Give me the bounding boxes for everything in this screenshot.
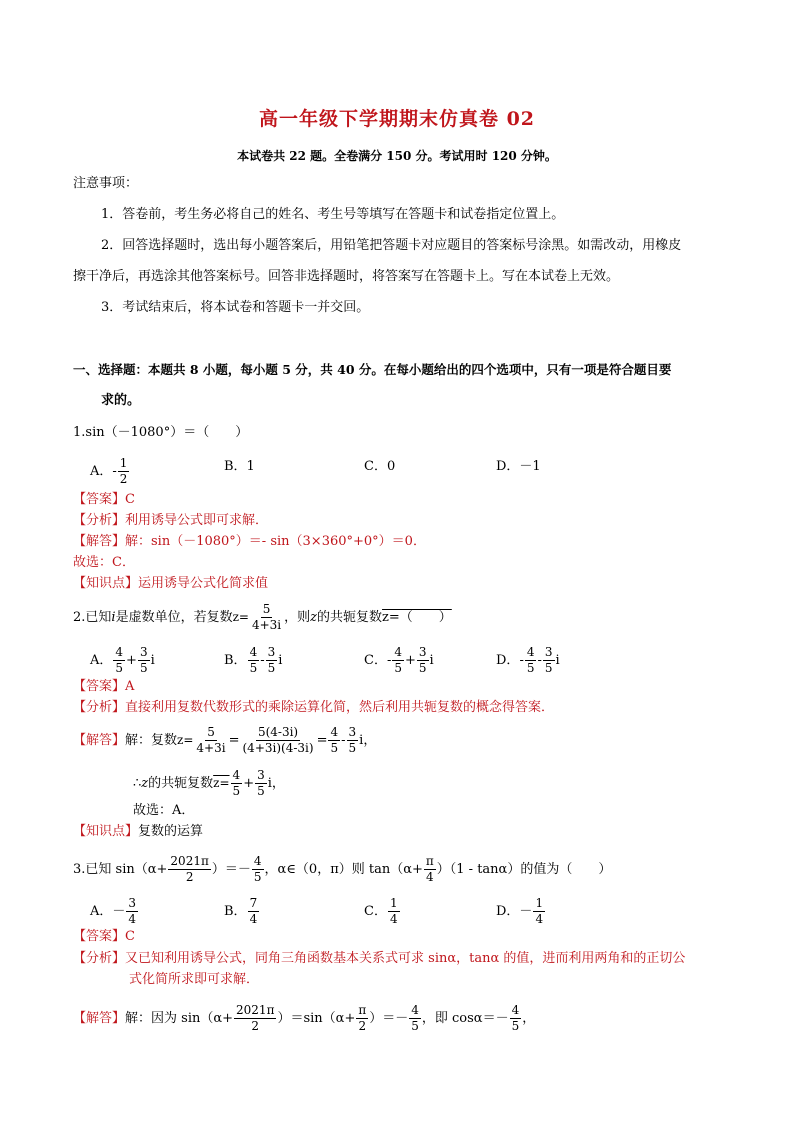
fraction [510,1003,522,1034]
q3-analysis [73,950,685,968]
numerator: 3 [267,645,276,659]
numerator: π [358,1003,367,1017]
fraction [234,1003,276,1034]
q3-option-a [90,896,139,927]
numerator: 7 [249,896,258,910]
denominator: 4+3i [251,618,282,632]
fraction [409,1003,421,1034]
solution-text: ∴ [133,776,142,791]
fraction [168,854,210,885]
q3-answer [73,928,135,946]
option-label: C． [364,653,387,668]
solution-text: 的共轭复数 [148,776,214,791]
numerator: 4 [511,1003,520,1017]
operator: + [243,776,255,791]
numerator: 4 [249,645,258,659]
answer-value: C [125,492,135,507]
q3-option-c [364,896,401,927]
imag-unit: i [150,653,155,668]
knowledge-label: 【知识点】 [73,824,139,839]
numerator: 4 [232,768,241,782]
q1-solution [73,533,426,551]
answer-value: C [125,929,135,944]
numerator: 3 [418,645,427,659]
denominator: 2 [358,1019,367,1033]
solution-text: ，即 cosα＝－ [421,1011,509,1026]
note-item: 2．回答选择题时，选出每小题答案后，用铅笔把答题卡对应题目的答案标号涂黑。如需改动，用橡皮 [101,238,682,253]
numerator: 2021π [236,1003,275,1017]
analysis-label: 【分析】 [73,951,126,966]
solution-text: ）＝sin（α+ [277,1011,356,1026]
fraction [248,896,260,927]
denominator: 4 [249,912,258,926]
operator: + [405,653,416,668]
solution-text: ， [522,1011,536,1026]
analysis-text: 又已知利用诱导公式，同角三角函数基本关系式可求 sinα，tanα 的值，进而利用两角和的正切公 [125,951,686,966]
option-label: B． [224,904,247,919]
numerator: 3 [544,645,553,659]
note-item: 擦干净后，再选涂其他答案标号。回答非选择题时，将答案写在答题卡上。写在本试卷上无效。 [73,269,620,284]
denominator: (4+3i)(4-3i) [242,741,314,755]
question-3-stem [73,854,611,885]
q2-solution [73,725,376,756]
section-heading-cont: 求的。 [101,393,141,408]
numerator: 3 [348,725,357,739]
denominator: 2 [185,870,194,884]
analysis-label: 【分析】 [73,700,126,715]
solution-text: 解：sin（－1080°）＝- sin（3×360°+0°）＝0． [125,534,426,549]
numerator: 4 [394,645,402,659]
numerator: 3 [139,645,148,659]
analysis-label: 【分析】 [73,513,126,528]
solution-label: 【解答】 [73,733,126,748]
q1-option-d: D．－1 [496,459,541,474]
operator: - [260,653,265,668]
fraction [248,645,260,676]
denominator: 4 [535,912,544,926]
denominator: 5 [511,1019,520,1033]
numerator: 4 [115,645,124,659]
stem-text: 是虚数单位，若复数 [115,610,233,625]
stem-var: i [111,610,116,625]
q2-solution-line2 [133,768,285,799]
option-label: C． [364,904,387,919]
knowledge-label: 【知识点】 [73,576,139,591]
denominator: 5 [418,661,427,675]
fraction [347,725,359,756]
numerator: 1 [535,896,544,910]
solution-text: 解：因为 sin（α+ [125,1011,234,1026]
note-item: 3．考试结束后，将本试卷和答题卡一并交回。 [101,300,370,315]
denominator: 2 [251,1019,260,1033]
solution-label: 【解答】 [73,534,126,549]
q3-solution [73,1003,535,1034]
numerator: 4 [253,854,262,868]
numerator: 4 [526,645,535,659]
solution-text: ）＝－ [369,1011,409,1026]
fraction [194,725,227,756]
stem-text: 2.已知 [73,610,112,625]
answer-value: A [125,679,135,694]
fraction [255,768,267,799]
fraction [328,725,340,756]
operator: = [316,733,328,748]
imag-unit: i [429,653,434,668]
note-item: 1．答卷前，考生务必将自己的姓名、考生号等填写在答题卡和试卷指定位置上。 [101,207,565,222]
stem-text: ）＝－ [211,862,251,877]
fraction [417,645,429,676]
operator: - [341,733,346,748]
operator: = [228,733,240,748]
option-label: B． [224,653,247,668]
stem-text: ）（1 - tanα）的值为（ ） [436,862,612,877]
q1-option-a [90,456,130,487]
question-1-stem: 1.sin（－1080°）＝（ ） [73,425,249,440]
section-heading: 一、选择题：本题共 8 小题，每小题 5 分，共 40 分。在每小题给出的四个选项中，只有一项是符合题目要 [73,362,672,377]
operator: - [537,653,542,668]
fraction [392,645,404,676]
denominator: 5 [348,741,357,755]
q1-option-c: C．0 [364,459,396,474]
fraction [250,602,283,633]
stem-text: ，α∈（0，π）则 tan（α+ [264,862,423,877]
option-label: A． [90,464,113,479]
denominator: 2 [119,472,128,486]
numerator: π [425,854,434,868]
notes-heading: 注意事项： [73,176,139,191]
denominator: 5 [544,661,553,675]
analysis-text: 利用诱导公式即可求解． [125,513,269,528]
solution-text: i， [359,733,377,748]
knowledge-text: 运用诱导公式化简求值 [138,576,269,591]
denominator: 5 [249,661,258,675]
denominator: 4 [128,912,137,926]
numerator: 2021π [170,854,209,868]
solution-label: 【解答】 [73,1011,126,1026]
denominator: 5 [267,661,276,675]
numerator: 3 [257,768,265,782]
page-subtitle: 本试卷共 22 题。全卷满分 150 分。考试用时 120 分钟。 [237,149,557,163]
denominator: 5 [257,784,265,798]
denominator: 5 [330,741,339,755]
numerator: 5 [207,725,215,739]
denominator: 5 [139,661,148,675]
solution-var: z [141,776,149,791]
denominator: 4 [426,870,434,884]
operator: + [126,653,137,668]
option-label: D．－ [496,904,533,919]
fraction [126,896,138,927]
solution-text: 解：复数 [125,733,178,748]
option-label: D． [496,653,520,668]
stem-text: 的共轭复数 [317,610,383,625]
answer-label: 【答案】 [73,492,126,507]
q1-option-b: B．1 [224,459,255,474]
option-sign: - [386,653,392,668]
fraction [525,645,537,676]
fraction [266,645,278,676]
q1-analysis [73,512,268,530]
q2-option-c [364,645,434,676]
numerator: 1 [119,456,128,470]
q1-knowledge [73,575,268,593]
option-label: A． [90,653,113,668]
q2-option-b [224,645,282,676]
solution-var: z= [177,733,194,747]
stem-text: 3.已知 sin（α+ [73,862,168,877]
fraction [113,645,125,676]
page-title: 高一年级下学期期末仿真卷 02 [258,108,536,130]
q3-option-b [224,896,260,927]
imag-unit: i [278,653,283,668]
fraction [356,1003,368,1034]
q3-option-d [496,896,546,927]
q2-conclusion: 故选：A． [133,803,195,818]
question-2-stem [73,602,452,633]
numerator: 3 [128,896,137,910]
numerator: 1 [389,896,398,910]
option-label: A．－ [90,904,126,919]
q2-answer [73,678,134,696]
q3-analysis-cont: 式化简所求即可求解． [129,972,260,987]
stem-var: z [310,610,318,625]
stem-text: ，则 [284,610,311,625]
numerator: 5(4-3i) [257,725,299,739]
denominator: 5 [232,784,241,798]
fraction [138,645,150,676]
knowledge-text: 复数的运算 [138,824,204,839]
answer-label: 【答案】 [73,679,126,694]
q2-analysis [73,699,554,717]
numerator: 5 [262,602,271,616]
fraction [543,645,555,676]
q1-conclusion: 故选：C． [73,555,135,570]
numerator: 4 [330,725,339,739]
answer-label: 【答案】 [73,929,126,944]
denominator: 4 [389,912,398,926]
numerator: 4 [411,1003,419,1017]
imag-unit: i [555,653,560,668]
option-sign: - [519,653,524,668]
denominator: 5 [394,661,402,675]
fraction [252,854,264,885]
stem-var: z= [232,610,249,624]
denominator: 5 [411,1019,419,1033]
solution-text: i， [267,776,285,791]
fraction [533,896,545,927]
analysis-text: 直接利用复数代数形式的乘除运算化简，然后利用共轭复数的概念得答案． [125,700,555,715]
option-sign: - [112,464,117,479]
fraction [241,725,316,756]
q2-option-a [90,645,155,676]
denominator: 5 [115,661,124,675]
q2-knowledge [73,823,203,841]
fraction [118,456,130,487]
q1-answer [73,491,135,509]
denominator: 4+3i [196,741,226,755]
denominator: 5 [253,870,262,884]
denominator: 5 [526,661,535,675]
q2-option-d [496,645,560,676]
solution-var: z= [213,776,230,790]
fraction [231,768,243,799]
stem-text: z=（ ） [382,610,452,625]
fraction [388,896,400,927]
fraction [424,854,436,885]
